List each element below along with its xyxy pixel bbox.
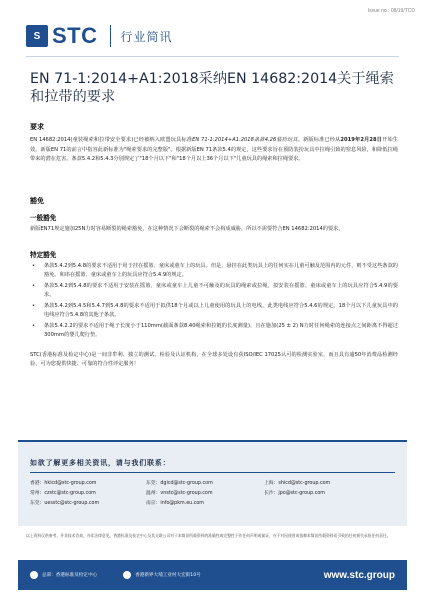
footer-address-text: 香港新界大埔工业村大宏街10号 [135, 573, 201, 578]
newsletter-title: 行业简讯 [120, 29, 173, 44]
exemptions-section [30, 196, 398, 370]
contact-column-2 [146, 479, 213, 509]
contact-entry[interactable]: 温州：vnstc@stc-group.com [146, 491, 213, 496]
footer-bar [18, 560, 407, 590]
req-text-b: 。新版标准已经从 [297, 137, 341, 143]
exemptions-heading: 豁免 [30, 197, 44, 205]
footer-hq-text: 总部：香港标准及检定中心 [42, 573, 98, 578]
footer-hq [30, 571, 97, 579]
requirements-heading: 要求 [30, 123, 44, 131]
disclaimer: 以上资料仅供参考，并非技术咨询，亦非法律意见。香港标准及检定中心及其关联公司对于本简讯所载资料的准确性或完整性不作任何声明或保证，亦不对因使用或依赖本简讯所载资料而引致的任何损失承担任何责任。 [26, 533, 391, 538]
general-exemption-heading: 一般豁免 [30, 214, 57, 222]
location-icon [30, 571, 38, 579]
list-item: • 条款5.4.2.2的要求不适用于绳子长度小于110mm(截面条款8.40绳索和拉链的长度测量)，且在施加(25 ± 2) N力时任何绳索的连接点之间距离不得超过300mm的婴儿爬行垫。 [30, 322, 398, 341]
issue-number: Issue no.: 08/19/TCD [367, 8, 415, 14]
specific-exemption-heading: 特定豁免 [30, 250, 57, 259]
footer-address [123, 571, 201, 579]
specific-exemption-list [30, 262, 398, 341]
header-rule [26, 56, 399, 57]
req-text-italic: EN 71-1:2014+A1:2018条款4.26装扮玩具 [192, 137, 298, 143]
contact-entry[interactable]: 香港：hkicd@stc-group.com [30, 481, 97, 486]
contact-entry[interactable]: 南京：info@pkm.eu.com [146, 501, 204, 506]
header [26, 18, 399, 54]
list-item: • 条款5.4.2到5.4.5和5.4.7到5.4.8的要求不适用于拟供18个月或以上儿童使用的玩具上的电线。此类电线应符合5.4.6的规定。18个月以下儿童玩具中的电线应符合5.4.8的其他子条款。 [30, 302, 398, 321]
contact-heading: 如欲了解更多相关资讯，请与我们联系： [30, 459, 171, 467]
req-text-date: 2019年2月28日 [340, 137, 383, 143]
requirements-text [30, 136, 398, 165]
contact-entry[interactable]: 常州：czstc@stc-group.com [30, 491, 96, 496]
contact-entry[interactable]: 东莞：uesstc@stc-group.com [30, 501, 100, 506]
stc-logo-mark [26, 25, 48, 47]
website-link[interactable]: www.stc.group [323, 569, 395, 581]
contact-box [18, 440, 407, 526]
contact-entry[interactable]: 长沙：jpo@stc-group.com [264, 491, 325, 496]
article-title: EN 71-1:2014+A1:2018采纳EN 14682:2014关于绳索和拉带的要求 [30, 71, 394, 105]
contact-divider [30, 472, 395, 473]
logo-mark-letter: S [33, 30, 41, 42]
closing-paragraph: STC(香港标准及检定中心)是一间非牟利、独立的测试、检验及认证机构，在全球多处设有获ISO/IEC 17025认可的检测实验室，而且具有逾50年消费品检测经验，可为您提供快捷、可靠的符合性评定服务！ [30, 351, 398, 367]
contact-column-3 [264, 479, 330, 499]
req-text-c: 开始生效。新版EN 71的前言中指容此新标准为"绳索要求的完整版"。根据新版EN 71条款5.4的规定，这些要求旨在预防装扮玩具中拉绳引致的窒息风险，和降低拉绳带来的潜在危害。条款5.4.2和5.4.3分别规定了"18个月以下"和"18个月以上36个月以下"儿童玩具的绳索和拉绳要求。 [30, 137, 398, 162]
list-item: • 条款5.4.2到5.4.8的要求不适用于安装在摇篮、童床或童车上儿童不可触及的玩具的绳索或拉绳，拟安装在摇篮、童床或童车上的玩具应符合5.4.9的要求。 [30, 282, 398, 301]
general-exemption-text: 新版EN71规定施加25N力时容易断裂的绳索豁免，在这种情况下会断裂的绳索不会构成威胁，所以不需要符合EN 14682:2014的要求。 [30, 226, 344, 232]
contact-entry[interactable]: 上海：shicd@stc-group.com [264, 481, 331, 486]
stc-logo-text: STC [52, 23, 98, 48]
header-divider [110, 25, 111, 47]
req-text-a: EN 14682:2014(童装绳索和拉带安全要求)已经被纳入欧盟玩具标准 [30, 137, 193, 143]
contact-column-1 [30, 479, 99, 509]
list-item: • 条款5.4.2到5.4.8的要求不适用于用于挂在摇篮、童床或童车上的玩具。但是，悬挂在此类玩具上的任何实在儿童可触及范围内的元件，则不受这些条款的豁免。和串在摇篮、童床或童车上的玩具应符合5.4.9的规定。 [30, 262, 398, 281]
address-icon [123, 571, 131, 579]
requirements-section [30, 122, 398, 165]
contact-entry[interactable]: 东莞：dgicd@stc-group.com [146, 481, 213, 486]
